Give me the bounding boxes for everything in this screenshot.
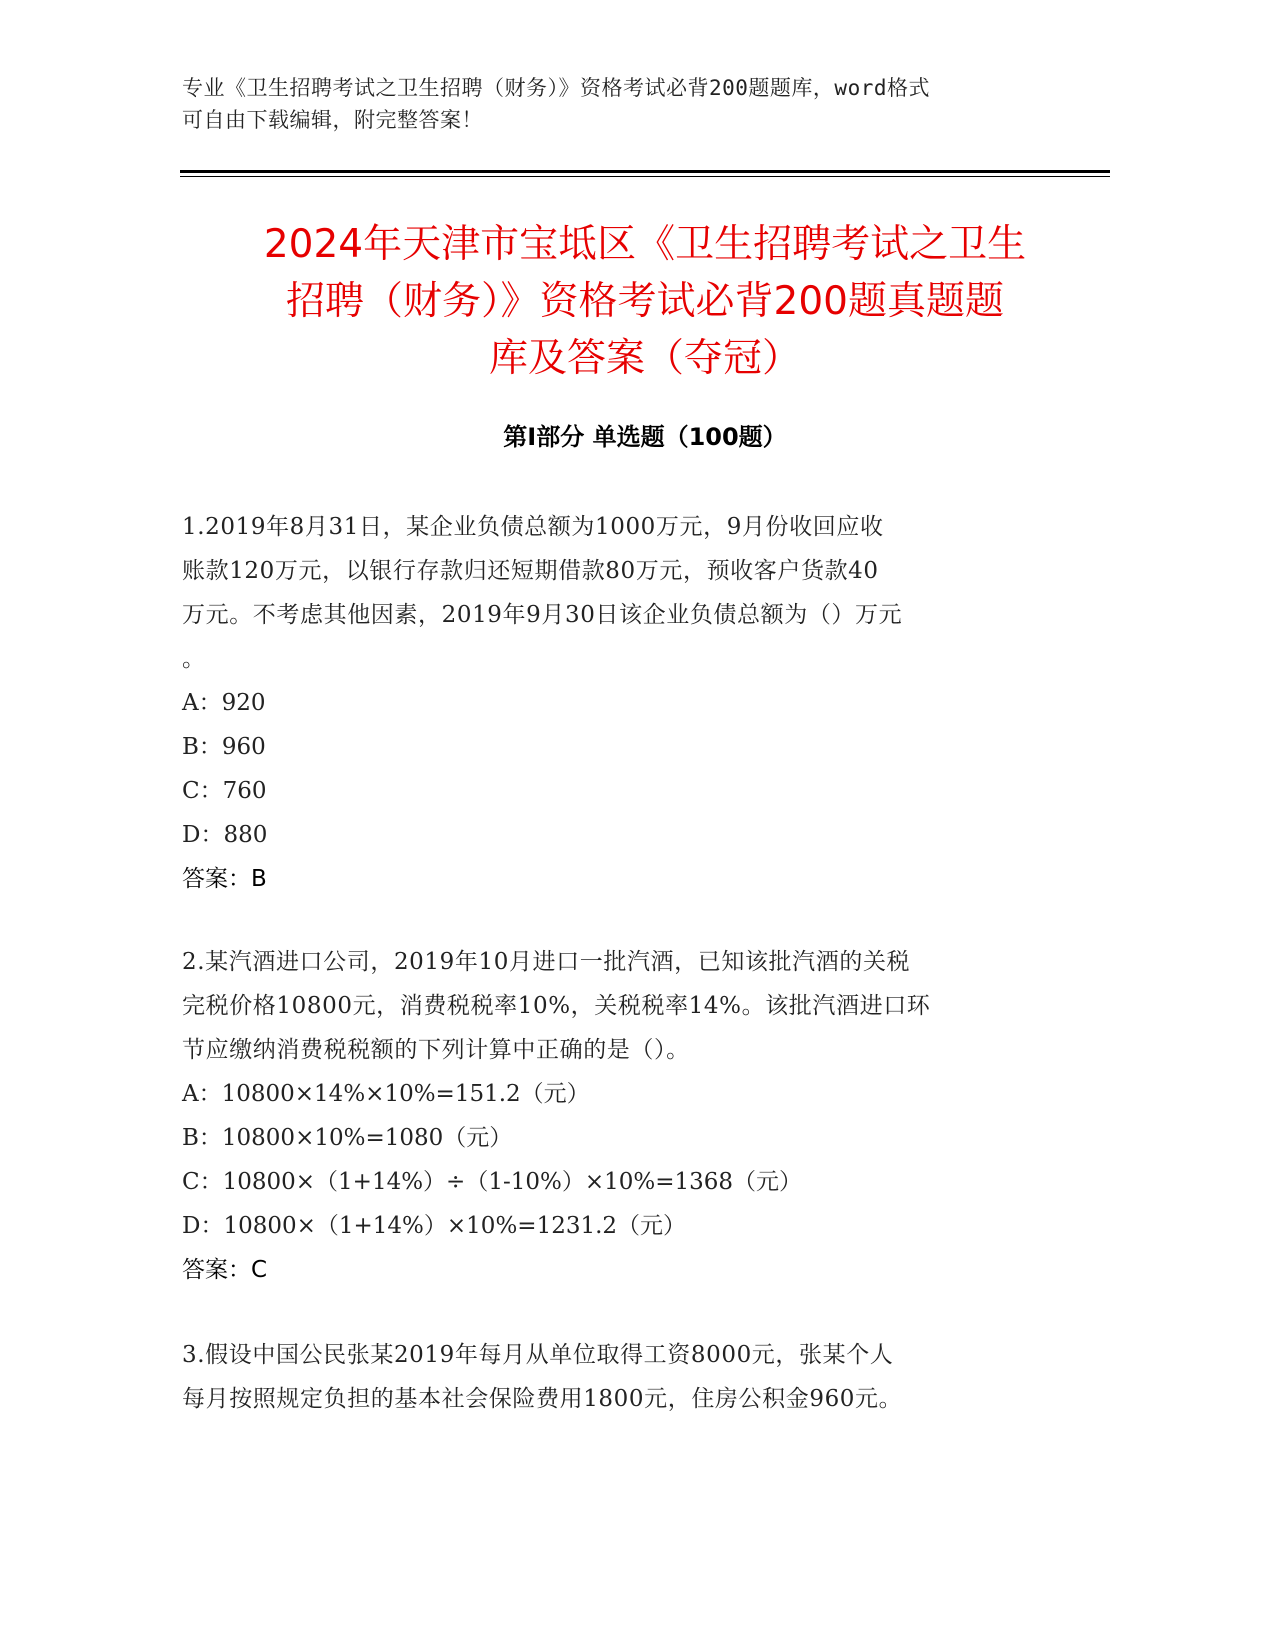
header-divider-thick bbox=[180, 170, 1110, 173]
header-note-line: 可自由下载编辑，附完整答案！ bbox=[182, 108, 483, 132]
document-title bbox=[170, 216, 1120, 387]
question-text-line: 每月按照规定负担的基本社会保险费用1800元，住房公积金960元。 bbox=[182, 1386, 903, 1412]
option-c: C：10800×（1+14%）÷（1-10%）×10%=1368（元） bbox=[182, 1169, 803, 1195]
option-b: B：10800×10%=1080（元） bbox=[182, 1125, 513, 1151]
answer-label: 答案：C bbox=[182, 1257, 268, 1283]
option-b: B：960 bbox=[182, 734, 266, 760]
document-title-line: 招聘（财务）》资格考试必背200题真题题 bbox=[286, 279, 1004, 324]
answer-label: 答案：B bbox=[182, 866, 267, 892]
question-3 bbox=[182, 1333, 1062, 1421]
question-text-line: 1.2019年8月31日，某企业负债总额为1000万元，9月份收回应收 bbox=[182, 514, 884, 540]
header-divider-thin bbox=[180, 176, 1110, 177]
option-d: D：880 bbox=[182, 822, 268, 848]
question-text-line: 节应缴纳消费税税额的下列计算中正确的是（）。 bbox=[182, 1037, 690, 1063]
document-title-line: 库及答案（夺冠） bbox=[488, 336, 801, 381]
header-note-line: 专业《卫生招聘考试之卫生招聘（财务）》资格考试必背200题题库，word格式 bbox=[182, 76, 930, 100]
question-text-line: 万元。不考虑其他因素，2019年9月30日该企业负债总额为（）万元 bbox=[182, 602, 903, 628]
question-2 bbox=[182, 940, 1062, 1292]
option-a: A：10800×14%×10%=151.2（元） bbox=[182, 1081, 590, 1107]
header-note bbox=[182, 72, 1042, 136]
question-text-line: 2.某汽酒进口公司，2019年10月进口一批汽酒，已知该批汽酒的关税 bbox=[182, 949, 911, 975]
question-text-line: 。 bbox=[182, 646, 206, 672]
option-d: D：10800×（1+14%）×10%=1231.2（元） bbox=[182, 1213, 687, 1239]
document-title-line: 2024年天津市宝坻区《卫生招聘考试之卫生 bbox=[263, 222, 1027, 267]
option-c: C：760 bbox=[182, 778, 267, 804]
question-1 bbox=[182, 505, 1062, 901]
question-text-line: 完税价格10800元，消费税税率10%，关税税率14%。该批汽酒进口环 bbox=[182, 993, 931, 1019]
section-title: 第Ⅰ部分 单选题（100题） bbox=[503, 423, 787, 451]
question-text-line: 账款120万元，以银行存款归还短期借款80万元，预收客户货款40 bbox=[182, 558, 879, 584]
option-a: A：920 bbox=[182, 690, 266, 716]
question-text-line: 3.假设中国公民张某2019年每月从单位取得工资8000元，张某个人 bbox=[182, 1342, 894, 1368]
